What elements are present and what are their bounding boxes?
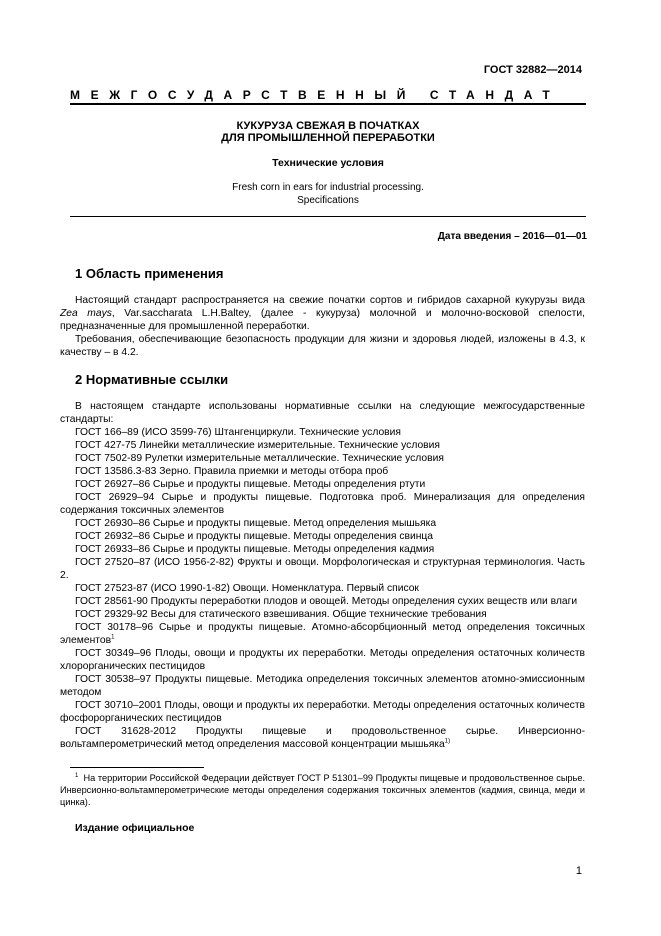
english-title bbox=[70, 181, 586, 207]
english-title-line2: Specifications bbox=[297, 195, 359, 206]
reference-item: ГОСТ 30538–97 Продукты пищевые. Методика определения токсичных элементов атомно-эмиссионным методом bbox=[60, 674, 585, 698]
reference-item: ГОСТ 27520–87 (ИСО 1956-2-82) Фрукты и овощи. Морфологическая и структурная терминология. Часть 2. bbox=[60, 557, 585, 581]
footnote-rule bbox=[70, 767, 204, 768]
footnote-number: 1 bbox=[75, 772, 79, 779]
reference-item: ГОСТ 26933–86 Сырье и продукты пищевые. Методы определения кадмия bbox=[75, 544, 435, 555]
section-2-text bbox=[60, 400, 585, 751]
title-rule bbox=[70, 216, 586, 217]
section-2-intro: В настоящем стандарте использованы нормативные ссылки на следующие межгосударственные стандарты: bbox=[60, 401, 585, 425]
reference-item: ГОСТ 30349–96 Плоды, овощи и продукты их переработки. Методы определения остаточных количеств хлорорганических пестицидов bbox=[60, 648, 585, 672]
section-2-heading: 2 Нормативные ссылки bbox=[75, 372, 229, 387]
english-title-line1: Fresh corn in ears for industrial processing. bbox=[232, 182, 424, 193]
reference-item: ГОСТ 26930–86 Сырье и продукты пищевые. Метод определения мышьяка bbox=[75, 518, 437, 529]
masthead-rule bbox=[70, 103, 586, 105]
masthead: МЕЖГОСУДАРСТВЕННЫЙ СТАНДАТ bbox=[70, 88, 561, 102]
document-number: ГОСТ 32882—2014 bbox=[483, 64, 582, 76]
reference-item: ГОСТ 30710–2001 Плоды, овощи и продукты их переработки. Методы определения остаточных количеств фосфорорганических пестицидов bbox=[60, 700, 585, 724]
reference-item: ГОСТ 31628-2012 Продукты пищевые и продовольственное сырье. Инверсионно-вольтамперометрический метод определения массовой концентрации мышьяка$^{1)}$ bbox=[60, 726, 585, 750]
reference-item: ГОСТ 27523-87 (ИСО 1990-1-82) Овощи. Номенклатура. Первый список bbox=[75, 583, 419, 594]
standard-subtitle: Технические условия bbox=[272, 157, 384, 169]
reference-item: ГОСТ 7502-89 Рулетки измерительные металлические. Технические условия bbox=[75, 453, 444, 464]
section-1-paragraph-2: Требования, обеспечивающие безопасность продукции для жизни и здоровья людей, изложены в 4.3, к качеству – в 4.2. bbox=[60, 334, 585, 358]
footnote-marker: 1 bbox=[111, 634, 115, 641]
reference-item: ГОСТ 166–89 (ИСО 3599-76) Штангенциркули. Технические условия bbox=[75, 427, 401, 438]
reference-item: ГОСТ 26932–86 Сырье и продукты пищевые. Методы определения свинца bbox=[75, 531, 434, 542]
reference-item: ГОСТ 13586.3-83 Зерно. Правила приемки и методы отбора проб bbox=[75, 466, 389, 477]
footnote-marker: 1) bbox=[444, 738, 451, 745]
reference-item: ГОСТ 427-75 Линейки металлические измерительные. Технические условия bbox=[75, 440, 440, 451]
reference-item: ГОСТ 26927–86 Сырье и продукты пищевые. Методы определения ртути bbox=[75, 479, 426, 490]
section-1-text bbox=[60, 294, 585, 359]
species-name: Zea mays bbox=[60, 308, 112, 319]
reference-item: ГОСТ 26929–94 Сырье и продукты пищевые. Подготовка проб. Минерализация для определения содержания токсичных элементов bbox=[60, 492, 585, 516]
introduction-date: Дата введения – 2016—01—01 bbox=[437, 231, 587, 242]
reference-item: ГОСТ 28561-90 Продукты переработки плодов и овощей. Методы определения сухих веществ или влаги bbox=[75, 596, 578, 607]
section-1-paragraph-1: Настоящий стандарт распространяется на свежие початки сортов и гибридов сахарной кукурузы вида Zea mays, Var.saccharata L.H.Baltey, (далее - кукуруза) молочной и молочно-восковой спелости, предназначенные для промышленной переработки. bbox=[60, 295, 585, 332]
section-1-heading: 1 Область применения bbox=[75, 266, 224, 281]
reference-item: ГОСТ 29329-92 Весы для статического взвешивания. Общие технические требования bbox=[75, 609, 487, 620]
reference-item: ГОСТ 30178–96 Сырье и продукты пищевые. Атомно-абсорбционный метод определения токсичных элементов$^1$ bbox=[60, 622, 585, 646]
official-edition-label: Издание официальное bbox=[75, 822, 195, 834]
footnote: $^1$ На территории Российской Федерации действует ГОСТ Р 51301–99 Продукты пищевые и продовольственное сырье. Инверсионно-вольтамперометрические методы определения содержания токсичных элементов (кадмия, свинца, меди и цинка). bbox=[60, 772, 585, 807]
standard-title-line1: КУКУРУЗА СВЕЖАЯ В ПОЧАТКАХ bbox=[236, 120, 420, 132]
standard-title bbox=[70, 120, 586, 144]
standard-title-line2: ДЛЯ ПРОМЫШЛЕННОЙ ПЕРЕРАБОТКИ bbox=[221, 132, 435, 144]
page-number: 1 bbox=[575, 865, 582, 877]
